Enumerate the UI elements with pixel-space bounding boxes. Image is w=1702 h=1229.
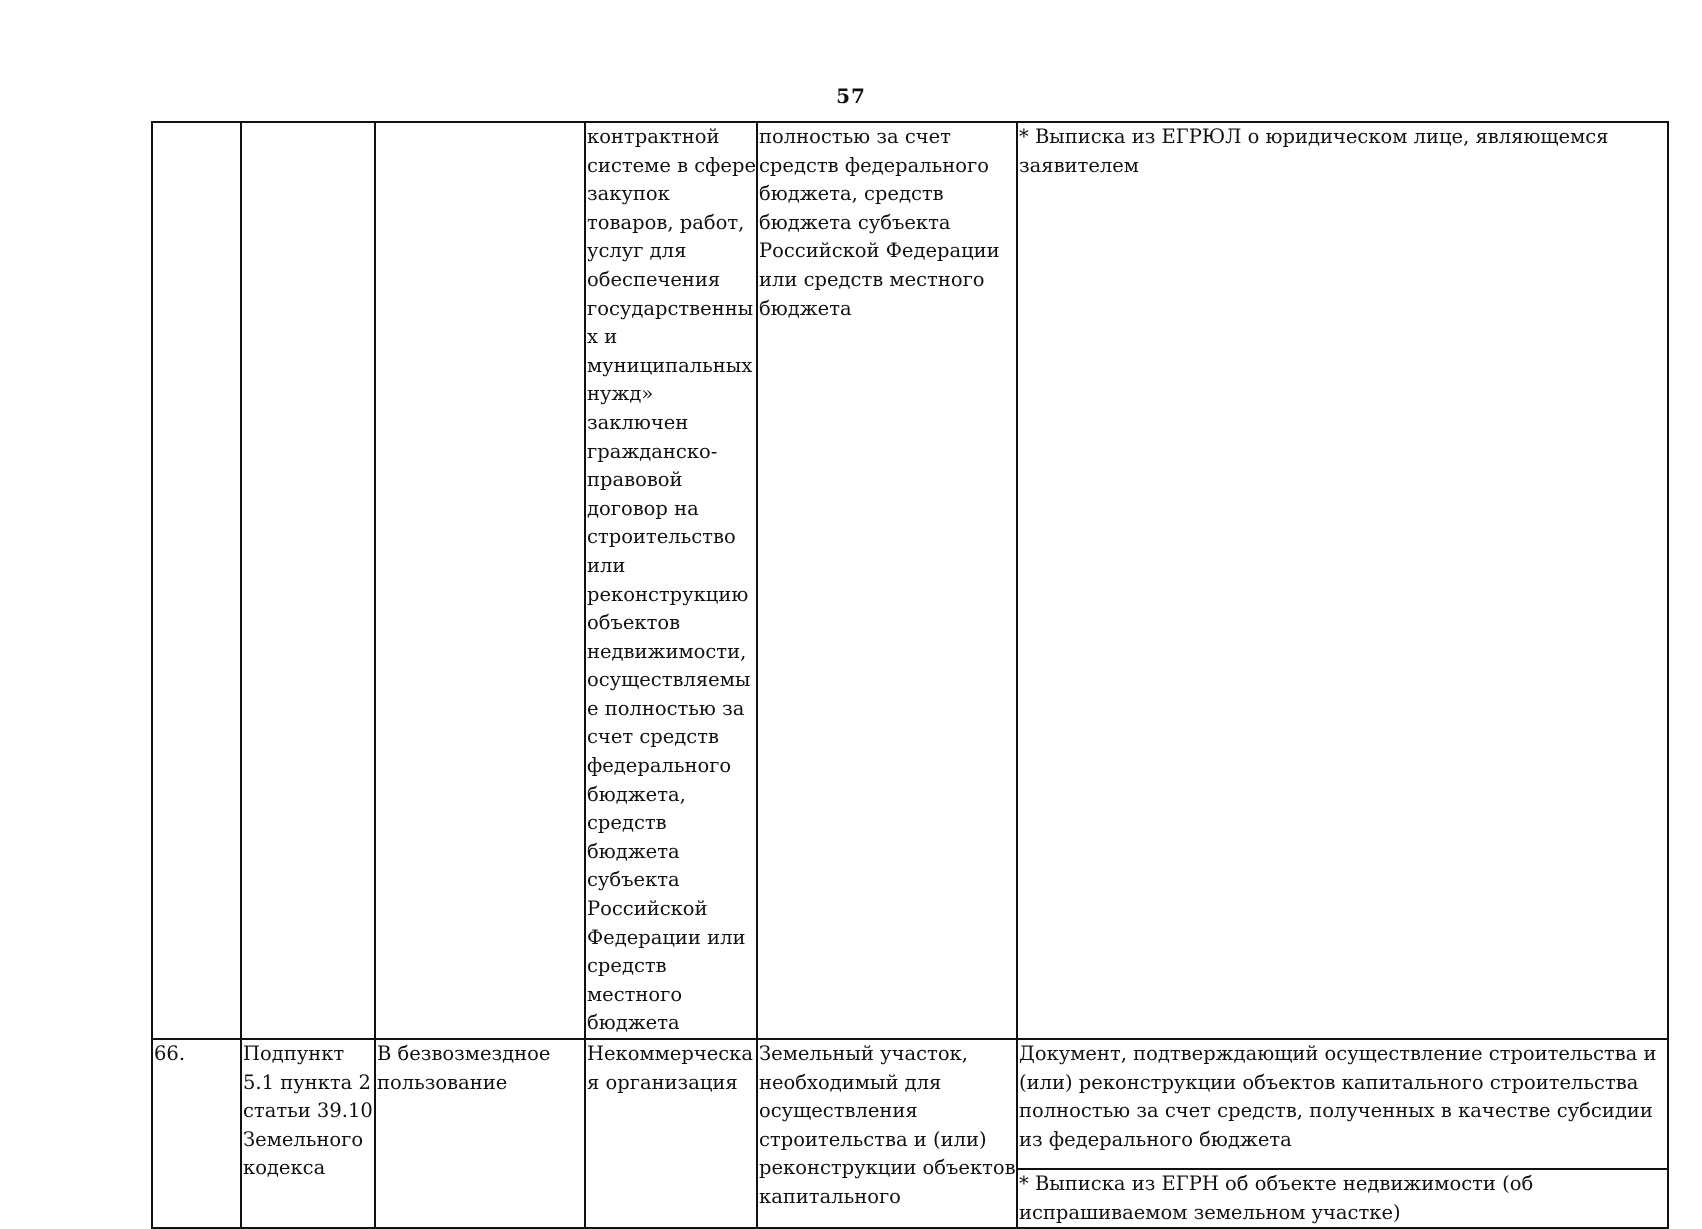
cell-object: полностью за счет средств федерального бюджета, средств бюджета субъекта Российской Федерации или средств местного бюджета [757,122,1017,1039]
cell-applicant: контрактной системе в сфере закупок товаров, работ, услуг для обеспечения государственных и муниципальных нужд» заключен гражданско-правовой договор на строительство или реконструкцию объектов недвижимости, осуществляемые полностью за счет средств федерального бюджета, средств бюджета субъекта Российской Федерации или средств местного бюджета [585,122,757,1039]
cell-right [375,122,585,1039]
cell-number [152,122,241,1039]
cell-article: Подпункт 5.1 пункта 2 статьи 39.10 Земельного кодекса [241,1039,375,1228]
cell-number: 66. [152,1039,241,1228]
table-row-continued [152,122,1668,1039]
cell-documents: * Выписка из ЕГРЮЛ о юридическом лице, являющемся заявителем [1017,122,1668,1039]
page-number: 57 [836,84,866,108]
document-item: * Выписка из ЕГРН об объекте недвижимости (об испрашиваемом земельном участке) [1018,1168,1667,1227]
document-item: Документ, подтверждающий осуществление строительства и (или) реконструкции объектов капитального строительства полностью за счет средств, полученных в качестве субсидии из федерального бюджета [1019,1042,1657,1151]
cell-object: Земельный участок, необходимый для осуществления строительства и (или) реконструкции объектов капитального [757,1039,1017,1228]
land-allocation-table [151,121,1669,1229]
cell-applicant: Некоммерческая организация [585,1039,757,1228]
cell-right: В безвозмездное пользование [375,1039,585,1228]
cell-article [241,122,375,1039]
